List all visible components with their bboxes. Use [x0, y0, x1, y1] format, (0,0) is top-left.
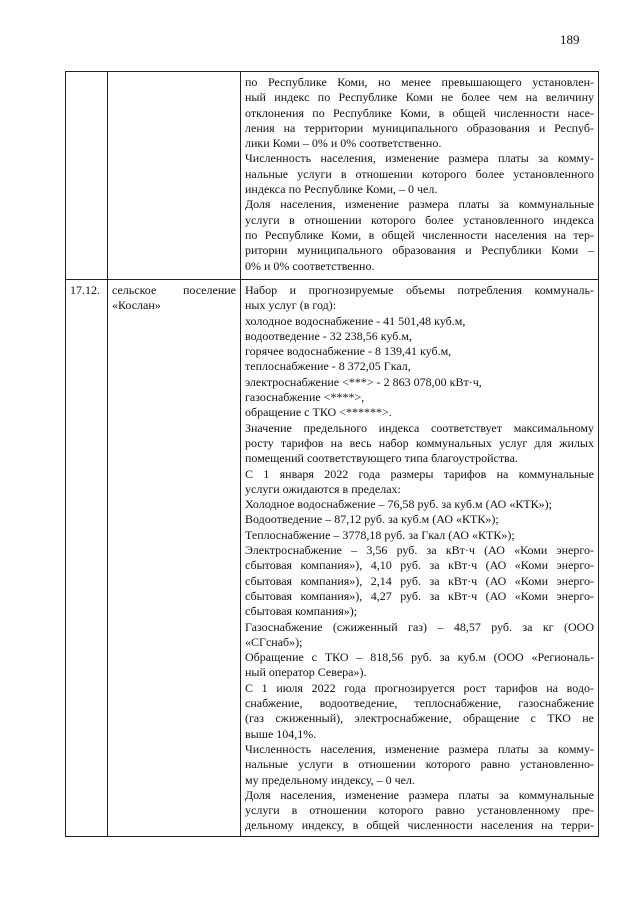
table-row [66, 280, 599, 837]
description-line: газоснабжение <****>, [245, 390, 365, 405]
description-line: Водоотведение – 87,12 руб. за куб.м (АО «КТК»); [245, 512, 499, 527]
description-line: С 1 января 2022 года размеры тарифов на коммунальные [245, 466, 594, 481]
description-line: Значение предельного индекса соответствует максимальному [245, 420, 594, 435]
description-line: Газоснабжение (сжиженный газ) – 48,57 руб. за кг (ООО [245, 619, 594, 634]
description-line: услуги ожидаются в пределах: [245, 481, 401, 496]
description-line: (газ сжиженный), электроснабжение, обращение с ТКО не [245, 711, 594, 726]
description-line: по Республике Коми, в общей численности населения на тер- [245, 227, 594, 242]
description-cell [241, 72, 599, 280]
description-line: Электроснабжение – 3,56 руб. за кВт·ч (АО «Коми энерго- [245, 543, 594, 558]
description-line: Обращение с ТКО – 818,56 руб. за куб.м (ООО «Региональ- [245, 650, 594, 665]
description-line: электроснабжение <***> - 2 863 078,00 кВт·ч, [245, 374, 482, 389]
description-line: Доля населения, изменение размера платы за коммунальные [245, 787, 594, 802]
document-table [65, 71, 599, 837]
description-line: му предельному индексу, – 0 чел. [245, 772, 415, 787]
page-number: 189 [560, 32, 580, 47]
description-line: ления на территории муниципального образования и Респуб- [245, 120, 594, 135]
description-line: отклонения по Республике Коми, в общей численности насе- [245, 105, 594, 120]
row-number-cell: 17.12. [66, 280, 108, 837]
description-line: выше 104,1%. [245, 726, 317, 741]
description-line: ный оператор Севера»). [245, 665, 367, 680]
description-line: по Республике Коми, но менее превышающего установлен- [245, 75, 594, 89]
description-line: холодное водоснабжение - 41 501,48 куб.м, [245, 313, 466, 328]
description-line: Теплоснабжение – 3778,18 руб. за Гкал (АО «КТК»); [245, 527, 515, 542]
description-line: Численность населения, изменение размера платы за комму- [245, 151, 594, 166]
settlement-name-line: сельское поселение [112, 283, 236, 297]
description-line: Численность населения, изменение размера платы за комму- [245, 741, 594, 756]
description-line: водоотведение - 32 238,56 куб.м, [245, 328, 412, 343]
description-line: нальные услуги в отношении которого более установленного [245, 166, 594, 181]
description-line: теплоснабжение - 8 372,05 Гкал, [245, 359, 411, 374]
description-line: «СГснаб»); [245, 634, 303, 649]
settlement-cell [108, 72, 241, 280]
description-line: дельному индексу, в общей численности населения на терри- [245, 818, 594, 833]
description-line: услуги в отношении которого равно установленному пре- [245, 803, 594, 818]
description-line: Холодное водоснабжение – 76,58 руб. за куб.м (АО «КТК»); [245, 497, 553, 512]
description-line: помещений соответствующего типа благоустройства. [245, 451, 518, 466]
description-line: лики Коми – 0% и 0% соответственно. [245, 136, 442, 151]
description-line: 0% и 0% соответственно. [245, 258, 375, 273]
description-line: сбытовая компания»); [245, 604, 358, 619]
description-line: услуги в отношении которого более установленного индекса [245, 212, 594, 227]
description-line: индекса по Республике Коми, – 0 чел. [245, 182, 438, 197]
description-line: нальные услуги в отношении которого равно установленно- [245, 757, 594, 772]
description-line: сбытовая компания»), 2,14 руб. за кВт·ч (АО «Коми энерго- [245, 573, 594, 588]
description-line: Доля населения, изменение размера платы за коммунальные [245, 197, 594, 212]
description-line: С 1 июля 2022 года прогнозируется рост тарифов на водо- [245, 680, 594, 695]
description-line: обращение с ТКО <******>. [245, 405, 392, 420]
description-cell [241, 280, 599, 837]
table-row [66, 72, 599, 280]
description-line: росту тарифов на весь набор коммунальных услуг для жилых [245, 435, 594, 450]
description-line: ритории муниципального образования и Республики Коми – [245, 243, 594, 258]
description-line: ных услуг (в год): [245, 298, 337, 313]
description-line: снабжение, водоотведение, теплоснабжение, газоснабжение [245, 696, 594, 711]
row-number-cell [66, 72, 108, 280]
settlement-cell [108, 280, 241, 837]
description-line: ный индекс по Республике Коми не более чем на величину [245, 90, 594, 105]
description-line: сбытовая компания»), 4,10 руб. за кВт·ч (АО «Коми энерго- [245, 558, 594, 573]
description-line: сбытовая компания»), 4,27 руб. за кВт·ч (АО «Коми энерго- [245, 588, 594, 603]
description-line: горячее водоснабжение - 8 139,41 куб.м, [245, 344, 452, 359]
description-line: Набор и прогнозируемые объемы потребления коммуналь- [245, 283, 594, 297]
settlement-name-line: «Кослан» [112, 298, 161, 313]
